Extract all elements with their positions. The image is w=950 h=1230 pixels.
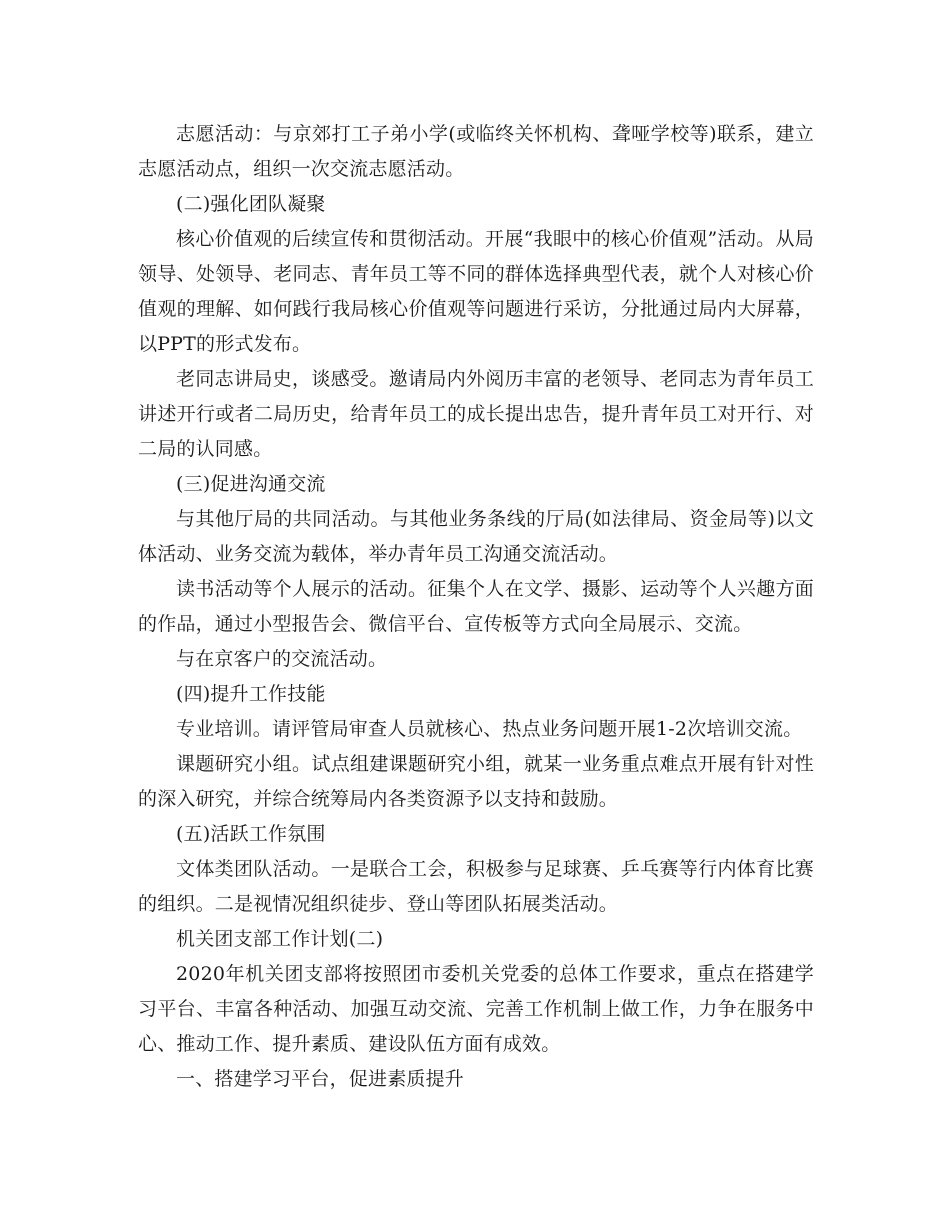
heading-team-cohesion: (二)强化团队凝聚: [176, 193, 326, 215]
heading-work-skills: (四)提升工作技能: [176, 683, 326, 705]
heading-communication: (三)促进沟通交流: [176, 473, 326, 495]
paragraph-core-values: 核心价值观的后续宣传和贯彻活动。开展“我眼中的核心价值观”活动。从局领导、处领导、老同志、青年员工等不同的群体选择典型代表，就个人对核心价值观的理解、如何践行我局核心价值观等问题进行采访，分批通过局内大屏幕，以PPT的形式发布。: [138, 228, 814, 355]
section-title-plan-two: 机关团支部工作计划(二): [176, 928, 384, 950]
heading-work-atmosphere: (五)活跃工作氛围: [176, 823, 326, 845]
paragraph-joint-activities: 与其他厅局的共同活动。与其他业务条线的厅局(如法律局、资金局等)以文体活动、业务交流为载体，举办青年员工沟通交流活动。: [138, 508, 814, 565]
paragraph-volunteer: 志愿活动：与京郊打工子弟小学(或临终关怀机构、聋哑学校等)联系，建立志愿活动点，组织一次交流志愿活动。: [138, 123, 814, 180]
paragraph-reading-activities: 读书活动等个人展示的活动。征集个人在文学、摄影、运动等个人兴趣方面的作品，通过小型报告会、微信平台、宣传板等方式向全局展示、交流。: [138, 578, 814, 635]
paragraph-research-group: 课题研究小组。试点组建课题研究小组，就某一业务重点难点开展有针对性的深入研究，并综合统筹局内各类资源予以支持和鼓励。: [138, 753, 814, 810]
paragraph-training: 专业培训。请评管局审查人员就核心、热点业务问题开展1-2次培训交流。: [176, 718, 803, 740]
paragraph-bureau-history: 老同志讲局史，谈感受。邀请局内外阅历丰富的老领导、老同志为青年员工讲述开行或者二局历史，给青年员工的成长提出忠告，提升青年员工对开行、对二局的认同感。: [138, 368, 814, 460]
heading-learning-platform: 一、搭建学习平台，促进素质提升: [176, 1068, 465, 1090]
document-body: [138, 117, 814, 1097]
paragraph-plan-overview: 2020年机关团支部将按照团市委机关党委的总体工作要求，重点在搭建学习平台、丰富各种活动、加强互动交流、完善工作机制上做工作，力争在服务中心、推动工作、提升素质、建设队伍方面有成效。: [138, 963, 814, 1055]
paragraph-client-exchange: 与在京客户的交流活动。: [176, 648, 388, 670]
paragraph-sports-activities: 文体类团队活动。一是联合工会，积极参与足球赛、乒乓赛等行内体育比赛的组织。二是视情况组织徒步、登山等团队拓展类活动。: [138, 858, 814, 915]
